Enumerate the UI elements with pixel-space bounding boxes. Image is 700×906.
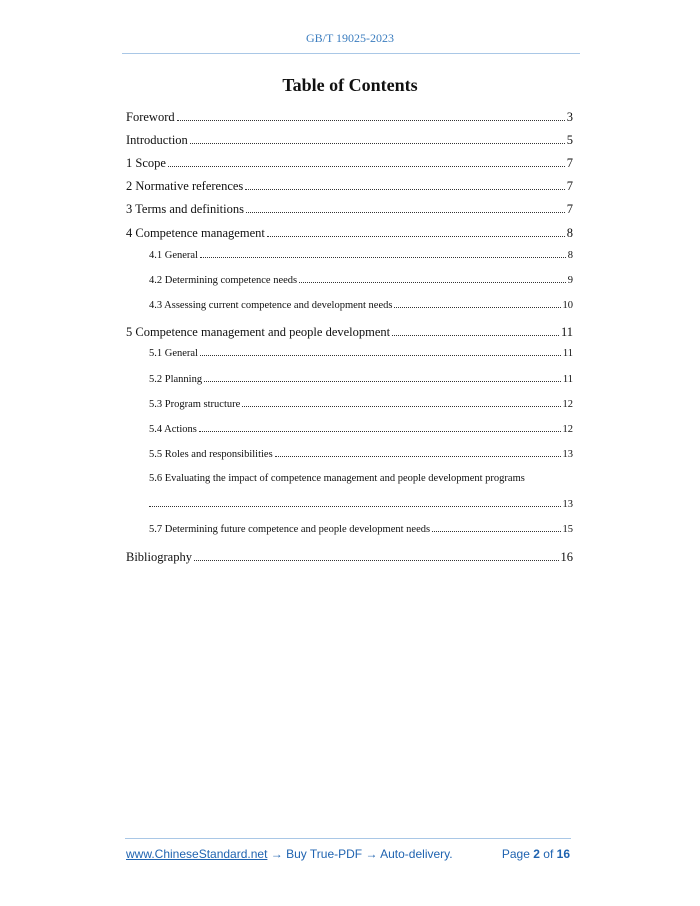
toc-entry-page: 7 bbox=[566, 156, 573, 170]
current-page-number: 2 bbox=[533, 847, 540, 861]
toc-entry-5-2-planning[interactable] bbox=[149, 373, 573, 385]
toc-entry-page: 3 bbox=[566, 110, 573, 124]
toc-entry-page: 5 bbox=[566, 133, 573, 147]
toc-entry-label: 5.1 General bbox=[149, 347, 198, 359]
dot-leader bbox=[242, 398, 560, 407]
toc-entry-5-7-determining-future-competence[interactable] bbox=[149, 523, 573, 535]
toc-entry-page: 9 bbox=[567, 274, 573, 286]
toc-title: Table of Contents bbox=[282, 75, 418, 95]
toc-entry-label: 5 Competence management and people development bbox=[126, 325, 391, 339]
dot-leader bbox=[204, 373, 561, 382]
dot-leader bbox=[394, 299, 560, 308]
toc-entry-label: 5.7 Determining future competence and people development needs bbox=[149, 523, 431, 535]
dot-leader bbox=[200, 249, 566, 258]
toc-entry-label: 3 Terms and definitions bbox=[126, 202, 244, 216]
toc-entry-page: 7 bbox=[566, 179, 573, 193]
site-link[interactable]: www.ChineseStandard.net bbox=[126, 847, 268, 861]
toc-entry-page: 10 bbox=[562, 299, 573, 311]
toc-entry-5-1-general[interactable] bbox=[149, 347, 573, 359]
toc-entry-competence-management[interactable] bbox=[126, 226, 573, 241]
header-divider bbox=[122, 53, 580, 54]
toc-entry-label: 1 Scope bbox=[126, 156, 166, 170]
dot-leader bbox=[299, 274, 566, 283]
dot-leader bbox=[194, 551, 559, 561]
document-id-header: GB/T 19025-2023 bbox=[305, 31, 395, 45]
dot-leader bbox=[149, 498, 561, 507]
dot-leader bbox=[200, 347, 561, 356]
toc-entry-page: 7 bbox=[566, 202, 573, 216]
toc-entry-page: 12 bbox=[562, 398, 573, 410]
toc-entry-foreword[interactable] bbox=[126, 110, 573, 125]
toc-entry-label: Foreword bbox=[126, 110, 175, 124]
of-word: of bbox=[543, 847, 554, 861]
dot-leader bbox=[199, 423, 561, 432]
toc-entry-bibliography[interactable] bbox=[126, 550, 573, 565]
toc-entry-label: 5.3 Program structure bbox=[149, 398, 241, 410]
toc-entry-terms-and-definitions[interactable] bbox=[126, 202, 573, 217]
toc-entry-4-1-general[interactable] bbox=[149, 249, 573, 261]
toc-entry-4-3-assessing-current-competence[interactable] bbox=[149, 299, 573, 311]
toc-entry-competence-management-and-people-development[interactable] bbox=[126, 325, 573, 340]
toc-entry-label: 5.4 Actions bbox=[149, 423, 197, 435]
promo-text: → Buy True-PDF → Auto-delivery. bbox=[270, 847, 453, 861]
dot-leader bbox=[432, 523, 560, 532]
toc-entry-page: 11 bbox=[560, 325, 573, 339]
toc-entry-page: 8 bbox=[566, 226, 573, 240]
footer-divider bbox=[125, 838, 571, 839]
toc-entry-label: 4 Competence management bbox=[126, 226, 265, 240]
toc-entry-page: 11 bbox=[562, 347, 573, 359]
toc-entry-label: 4.2 Determining competence needs bbox=[149, 274, 298, 286]
toc-entry-page: 11 bbox=[562, 373, 573, 385]
toc-entry-label: 5.5 Roles and responsibilities bbox=[149, 448, 273, 460]
toc-entry-label: 5.2 Planning bbox=[149, 373, 203, 385]
dot-leader bbox=[245, 180, 564, 190]
page-word: Page bbox=[501, 847, 530, 861]
toc-entry-5-5-roles-and-responsibilities[interactable] bbox=[149, 448, 573, 460]
toc-entry-introduction[interactable] bbox=[126, 133, 573, 148]
dot-leader bbox=[275, 448, 561, 457]
page-footer bbox=[126, 847, 572, 863]
total-pages-number: 16 bbox=[556, 847, 570, 861]
toc-entry-5-6-label[interactable]: 5.6 Evaluating the impact of competence management and people development programs bbox=[149, 473, 525, 484]
toc-entry-label: Bibliography bbox=[126, 550, 192, 564]
toc-entry-page: 12 bbox=[562, 423, 573, 435]
dot-leader bbox=[177, 111, 565, 121]
toc-entry-5-4-actions[interactable] bbox=[149, 423, 573, 435]
toc-entry-5-3-program-structure[interactable] bbox=[149, 398, 573, 410]
toc-entry-page: 8 bbox=[567, 249, 573, 261]
toc-entry-page: 13 bbox=[562, 448, 573, 460]
toc-entry-normative-references[interactable] bbox=[126, 179, 573, 194]
dot-leader bbox=[168, 157, 565, 167]
toc-entry-label: 4.1 General bbox=[149, 249, 198, 261]
toc-entry-page: 13 bbox=[562, 498, 573, 510]
toc-entry-page: 15 bbox=[562, 523, 573, 535]
toc-entry-label: 4.3 Assessing current competence and development needs bbox=[149, 299, 393, 311]
toc-entry-scope[interactable] bbox=[126, 156, 573, 171]
toc-entry-label: Introduction bbox=[126, 133, 188, 147]
dot-leader bbox=[267, 227, 565, 237]
dot-leader bbox=[246, 203, 565, 213]
toc-entry-5-6-page-line[interactable] bbox=[149, 498, 573, 510]
toc-entry-page: 16 bbox=[560, 550, 573, 564]
dot-leader bbox=[392, 326, 559, 336]
toc-entry-label: 2 Normative references bbox=[126, 179, 244, 193]
page-indicator bbox=[502, 847, 570, 861]
toc-entry-4-2-determining-competence-needs[interactable] bbox=[149, 274, 573, 286]
dot-leader bbox=[190, 134, 565, 144]
